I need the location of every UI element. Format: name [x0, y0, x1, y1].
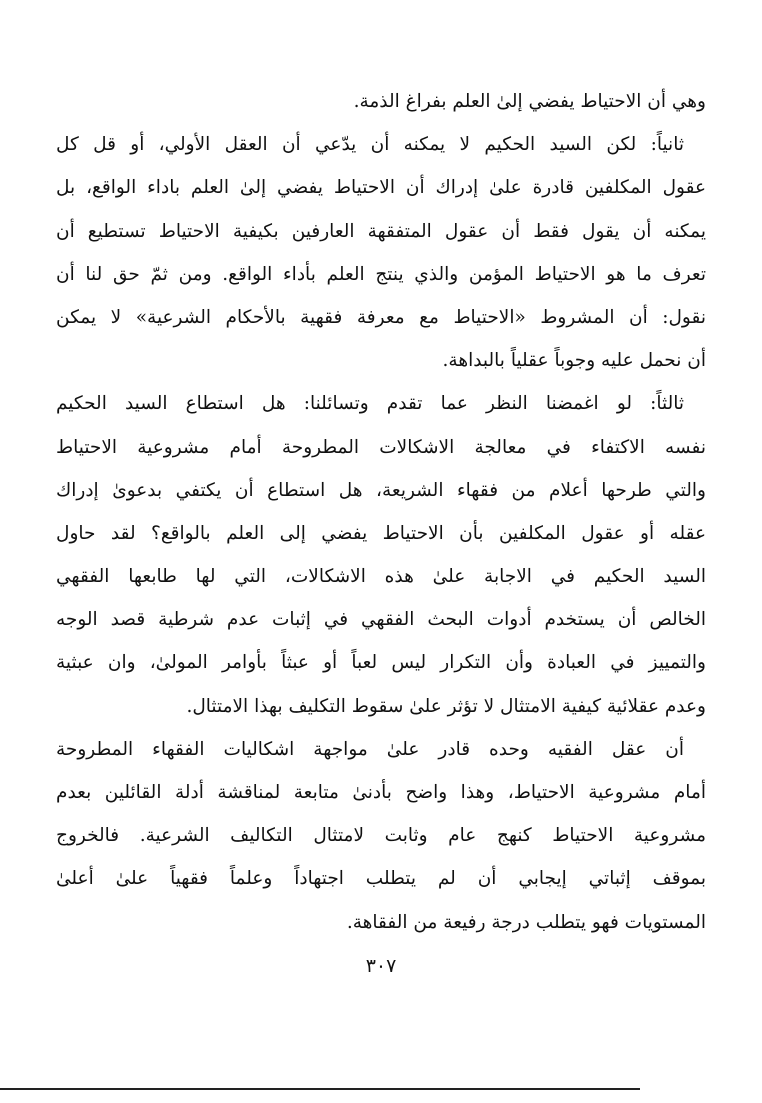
bottom-rule	[0, 1088, 640, 1090]
text-line: ثالثاً: لو اغمضنا النظر عما تقدم وتسائلنا: هل استطاع السيد الحكيم	[56, 393, 684, 415]
page-number: ٣٠٧	[365, 955, 397, 977]
text-line: مشروعية الاحتياط كنهج عام وثابت لامتثال التكاليف الشرعية. فالخروج	[56, 825, 706, 847]
text-line: يمكنه أن يقول فقط أن عقول المتفقهة العارفين بكيفية الاحتياط تستطيع أن	[56, 220, 706, 242]
text-line: نفسه الاكتفاء في معالجة الاشكالات المطروحة أمام مشروعية الاحتياط	[56, 436, 706, 458]
text-line: والتمييز في العبادة وأن التكرار ليس لعباً أو عبثاً بأوامر المولىٰ، وان عبثية	[56, 652, 706, 674]
text-line: أمام مشروعية الاحتياط، وهذا واضح بأدنىٰ متابعة لمناقشة أدلة القائلين بعدم	[56, 782, 706, 803]
paragraph	[56, 123, 706, 382]
text-line: عقول المكلفين قادرة علىٰ إدراك أن الاحتياط يفضي إلىٰ العلم باداء الواقع، بل	[56, 177, 706, 199]
text-line: نقول: أن المشروط «الاحتياط مع معرفة فقهية بالأحكام الشرعية» لا يمكن	[56, 306, 706, 328]
body-text	[56, 80, 706, 944]
text-line: وهي أن الاحتياط يفضي إلىٰ العلم بفراغ الذمة.	[353, 91, 706, 112]
paragraph	[56, 728, 706, 944]
text-line: المستويات فهو يتطلب درجة رفيعة من الفقاهة.	[346, 911, 706, 933]
text-line: السيد الحكيم في الاجابة علىٰ هذه الاشكالات، التي لها طابعها الفقهي	[56, 566, 706, 588]
text-line: بموقف إثباتي إيجابي أن لم يتطلب اجتهاداً وعلماً فقهياً علىٰ أعلىٰ	[56, 868, 706, 890]
paragraph	[56, 382, 706, 728]
text-line: الخالص أن يستخدم أدوات البحث الفقهي في إثبات عدم شرطية قصد الوجه	[56, 609, 706, 631]
paragraph	[56, 80, 706, 123]
text-line: عقله أو عقول المكلفين بأن الاحتياط يفضي إلى العلم بالواقع؟ لقد حاول	[56, 522, 706, 544]
text-line: والتي طرحها أعلام من فقهاء الشريعة، هل استطاع أن يكتفي بدعوىٰ إدراك	[56, 479, 706, 501]
text-line: أن عقل الفقيه وحده قادر علىٰ مواجهة اشكاليات الفقهاء المطروحة	[56, 738, 684, 760]
text-line: ثانياً: لكن السيد الحكيم لا يمكنه أن يدّعي أن العقل الأولي، أو قل كل	[56, 134, 684, 156]
text-line: أن نحمل عليه وجوباً عقلياً بالبداهة.	[442, 350, 706, 372]
text-line: وعدم عقلائية كيفية الامتثال لا تؤثر علىٰ سقوط التكليف بهذا الامتثال.	[186, 695, 706, 717]
text-line: تعرف ما هو الاحتياط المؤمن والذي ينتج العلم بأداء الواقع. ومن ثمّ حق لنا أن	[56, 263, 706, 285]
